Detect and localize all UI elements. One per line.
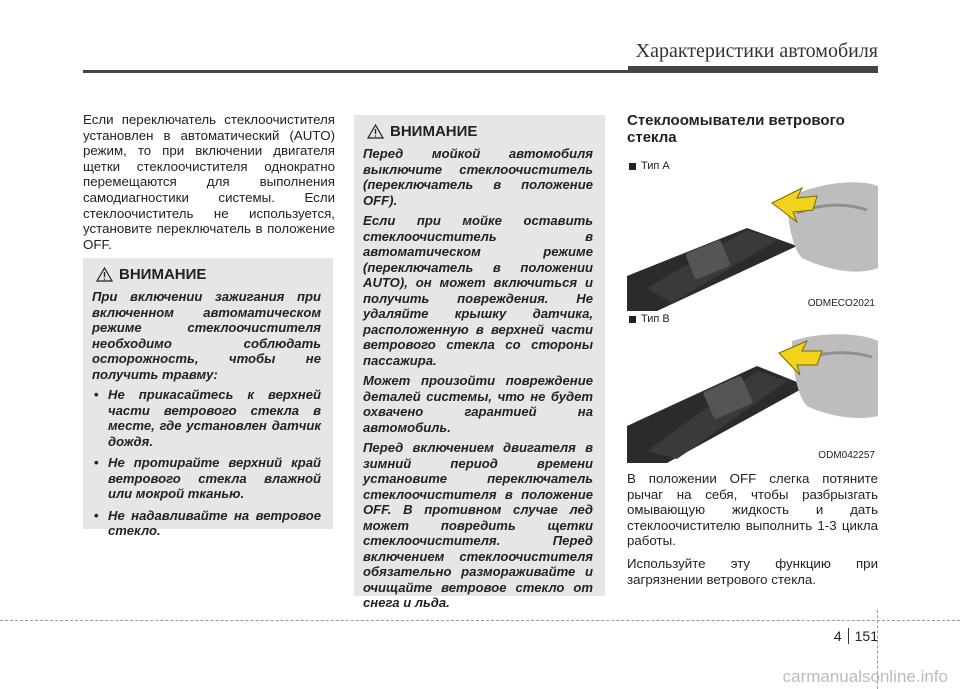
warning-triangle-icon — [96, 267, 113, 282]
figure-code: ODMECO2021 — [807, 298, 875, 309]
figure-label: Тип A — [629, 160, 670, 172]
warning-bullet: • Не надавливайте на ветровое стекло. — [92, 508, 321, 539]
warning-box-2 — [354, 115, 605, 610]
chapter-number: 4 — [833, 628, 842, 644]
warning-paragraph: Если при мойке оставить стеклоочиститель в автоматическом режиме (переключатель в положении AUTO), он может включиться и получить повреждения. Не удаляйте крышку датчика, расположенную в верхней части ветрового стекла со стороны пассажира. — [363, 213, 593, 368]
page-number-separator — [848, 628, 849, 644]
warning-list — [92, 387, 321, 539]
column-left — [83, 112, 335, 252]
intro-paragraph: Если переключатель стеклоочистителя установлен в автоматический (AUTO) режим, то при включении двигателя щетки стеклоочистителя однократно перемещаются для выполнения самодиагностики системы. Если стеклоочиститель не используется, установите переключатель в положение OFF. — [83, 112, 335, 252]
header-bar — [628, 66, 878, 73]
warning-title: ВНИМАНИЕ — [390, 123, 478, 140]
warning-title: ВНИМАНИЕ — [119, 266, 207, 283]
section-title: Стеклоомыватели ветрового стекла — [627, 112, 845, 146]
warning-heading — [367, 123, 593, 140]
warning-paragraph: Может произойти повреждение деталей системы, что не будет охвачено гарантией на автомобиль. — [363, 373, 593, 435]
watermark: carmanualsonline.info — [782, 667, 948, 686]
warning-text: При включении зажигания при включенном автоматическом режиме стеклоочистителя необходимо соблюдать осторожность, чтобы не получить травму: — [92, 289, 321, 382]
warning-heading — [96, 266, 321, 283]
wiper-stalk-illustration — [627, 311, 878, 463]
warning-box-1 — [83, 258, 333, 538]
figure-type-a — [627, 158, 878, 311]
square-bullet-icon — [629, 316, 636, 323]
figure-code: ODM042257 — [818, 450, 875, 461]
warning-triangle-icon — [367, 124, 384, 139]
square-bullet-icon — [629, 163, 636, 170]
warning-bullet: • Не прикасайтесь к верхней части ветрового стекла в месте, где установлен датчик дождя. — [92, 387, 321, 449]
washer-paragraph-1: В положении OFF слегка потяните рычаг на себя, чтобы разбрызгать омывающую жидкость и дать стеклоочистителю выполнить 1-3 цикла работы. — [627, 471, 878, 549]
page-number — [834, 628, 878, 644]
figure-type-b — [627, 311, 878, 463]
warning-paragraph: Перед включением двигателя в зимний период времени установите переключатель стеклоочистителя в положение OFF. В противном случае лед может повредить щетки стеклоочистителя. Перед включением стеклоочистителя обязательно размораживайте и очищайте ветровое стекло от снега и льда. — [363, 440, 593, 610]
column-right — [627, 112, 878, 587]
page-number-value: 151 — [854, 628, 878, 644]
footer-rule — [0, 620, 960, 621]
warning-paragraph: Перед мойкой автомобиля выключите стеклоочиститель (переключатель в положение OFF). — [363, 146, 593, 208]
washer-paragraph-2: Используйте эту функцию при загрязнении ветрового стекла. — [627, 555, 878, 587]
wiper-stalk-illustration — [627, 158, 878, 311]
running-header: Характеристики автомобиля — [635, 40, 878, 62]
warning-bullet: • Не протирайте верхний край ветрового стекла влажной или мокрой тканью. — [92, 455, 321, 502]
figure-label: Тип B — [629, 313, 670, 325]
